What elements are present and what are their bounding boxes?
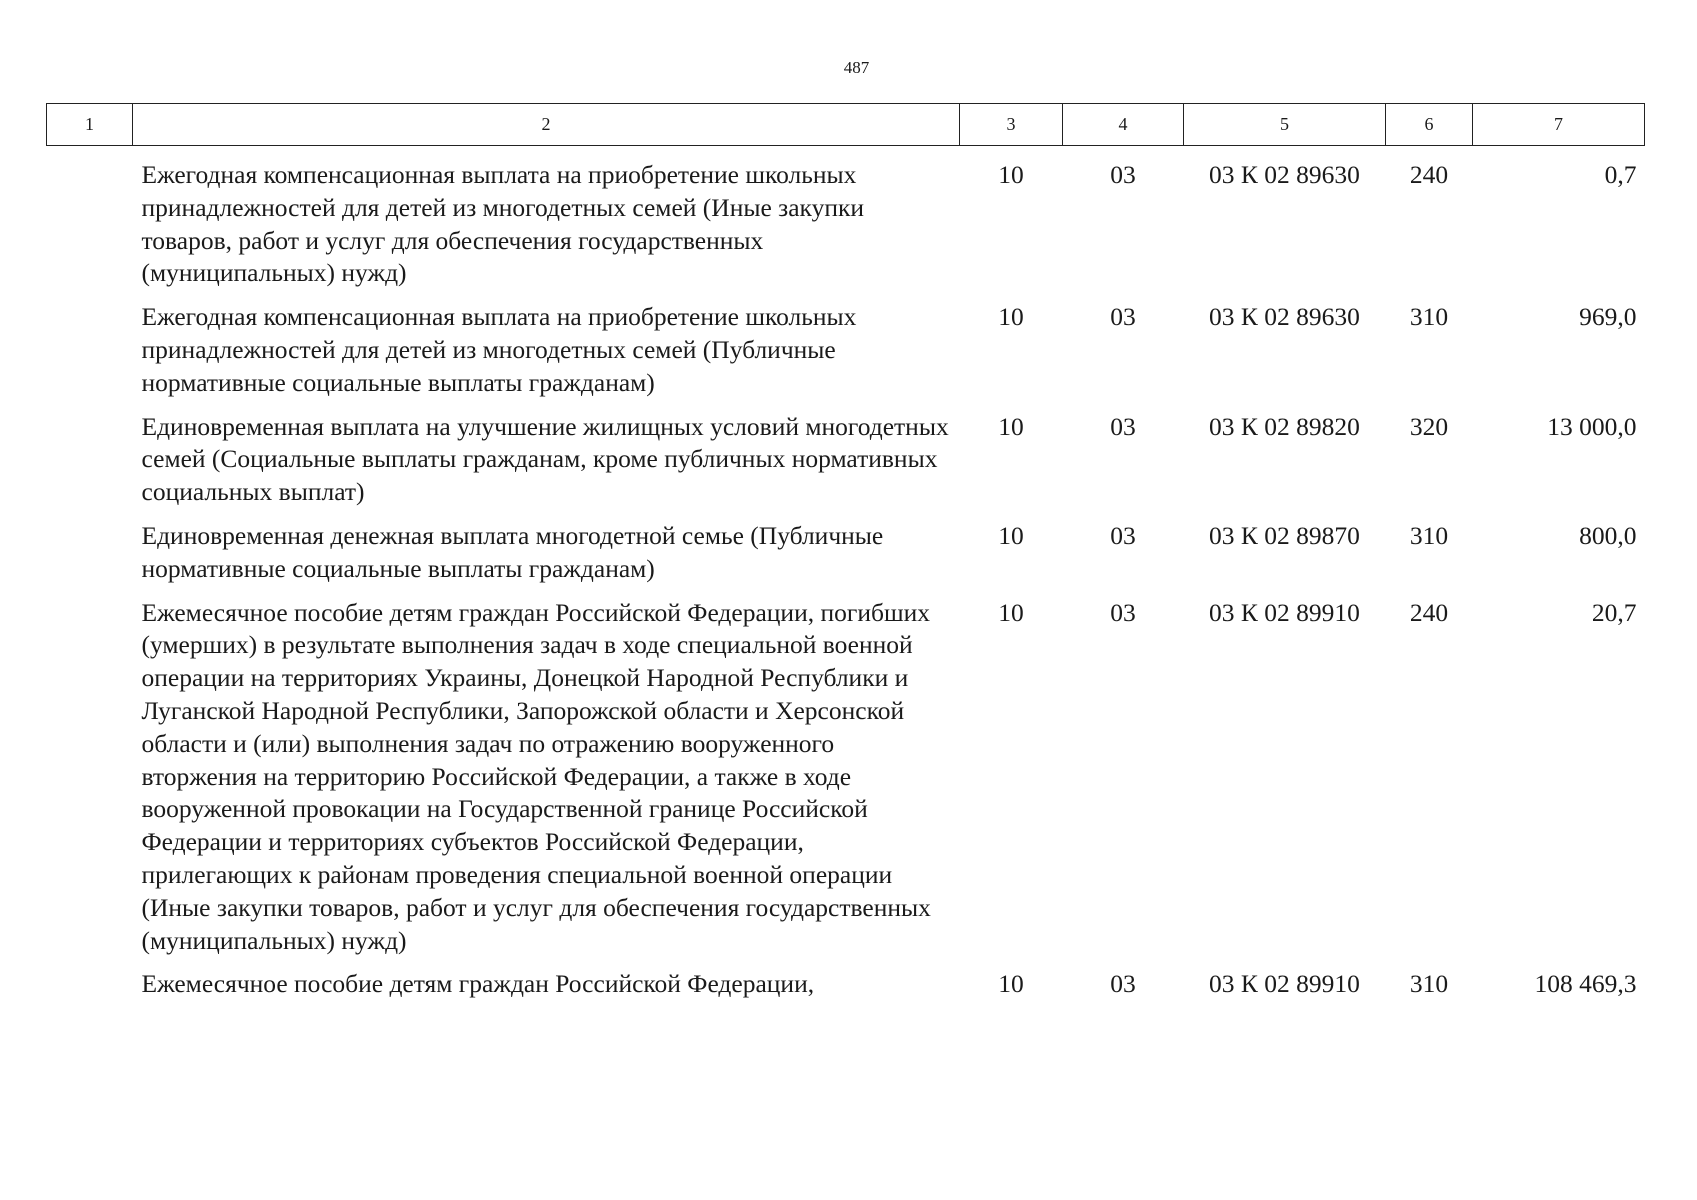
cell-amount: 800,0	[1579, 520, 1637, 550]
cell-description: Ежемесячное пособие детям граждан Российской Федерации,	[141, 969, 815, 999]
table-row	[47, 509, 1645, 586]
cell-target-article: 03 К 02 89820	[1209, 411, 1360, 441]
table-row	[47, 586, 1645, 958]
page-number: 487	[843, 58, 870, 77]
header-col-4: 4	[1063, 104, 1184, 146]
cell-col1	[47, 586, 133, 958]
table-header	[47, 104, 1645, 146]
budget-table	[46, 103, 1645, 1001]
header-row	[47, 104, 1645, 146]
table-row	[47, 290, 1645, 399]
cell-col1	[47, 146, 133, 291]
cell-subsection: 03	[1110, 969, 1136, 999]
cell-subsection: 03	[1110, 411, 1136, 441]
cell-subsection: 03	[1110, 160, 1136, 189]
cell-section: 10	[998, 520, 1024, 550]
cell-expense-type: 240	[1409, 160, 1449, 189]
cell-target-article: 03 К 02 89630	[1209, 302, 1360, 332]
cell-target-article: 03 К 02 89870	[1209, 520, 1360, 550]
cell-col1	[47, 400, 133, 509]
cell-target-article: 03 К 02 89910	[1209, 597, 1360, 627]
cell-description: Единовременная выплата на улучшение жилищных условий многодетных семей (Социальные выплаты гражданам, кроме публичных нормативных социальных выплат)	[141, 411, 949, 507]
cell-target-article: 03 К 02 89630	[1209, 160, 1360, 189]
cell-expense-type: 310	[1409, 520, 1449, 550]
cell-expense-type: 310	[1409, 969, 1449, 999]
header-col-1: 1	[47, 104, 133, 146]
header-col-5: 5	[1184, 104, 1386, 146]
cell-subsection: 03	[1110, 597, 1136, 627]
table-row	[47, 957, 1645, 1001]
cell-amount: 20,7	[1591, 597, 1637, 627]
cell-section: 10	[998, 411, 1024, 441]
cell-col1	[47, 290, 133, 399]
cell-description: Ежегодная компенсационная выплата на приобретение школьных принадлежностей для детей из многодетных семей (Публичные нормативные социальные выплаты гражданам)	[141, 302, 857, 397]
cell-col1	[47, 957, 133, 1001]
cell-expense-type: 320	[1409, 411, 1449, 441]
cell-expense-type: 310	[1409, 302, 1449, 332]
cell-expense-type: 240	[1409, 597, 1449, 627]
cell-amount: 108 469,3	[1534, 969, 1637, 999]
cell-section: 10	[998, 597, 1024, 627]
cell-description: Единовременная денежная выплата многодетной семье (Публичные нормативные социальные выплаты гражданам)	[141, 520, 884, 583]
table-body	[47, 146, 1645, 1002]
cell-description: Ежегодная компенсационная выплата на приобретение школьных принадлежностей для детей из многодетных семей (Иные закупки товаров, работ и услуг для обеспечения государственных (муниципальных) нужд)	[141, 160, 865, 288]
cell-amount: 13 000,0	[1547, 411, 1637, 441]
cell-section: 10	[998, 969, 1024, 999]
table-row	[47, 400, 1645, 509]
cell-amount: 969,0	[1579, 302, 1637, 332]
header-col-6: 6	[1386, 104, 1473, 146]
cell-description: Ежемесячное пособие детям граждан Российской Федерации, погибших (умерших) в результате выполнения задач в ходе специальной военной операции на территориях Украины, Донецкой Народной Республики и Луганской Народной Республики, Запорожской области и Херсонской области и (или) выполнения задач по отражению вооруженного вторжения на территорию Российской Федерации, а также в ходе вооруженной провокации на Государственной границе Российской Федерации и территориях субъектов Российской Федерации, прилегающих к районам проведения специальной военной операции (Иные закупки товаров, работ и услуг для обеспечения государственных (муниципальных) нужд)	[141, 597, 931, 955]
cell-section: 10	[998, 302, 1024, 332]
cell-subsection: 03	[1110, 520, 1136, 550]
header-col-2: 2	[133, 104, 960, 146]
cell-target-article: 03 К 02 89910	[1209, 969, 1360, 999]
header-col-3: 3	[960, 104, 1063, 146]
cell-subsection: 03	[1110, 302, 1136, 332]
header-col-7: 7	[1473, 104, 1645, 146]
cell-col1	[47, 509, 133, 586]
table-row	[47, 146, 1645, 291]
cell-section: 10	[998, 160, 1024, 189]
cell-amount: 0,7	[1604, 160, 1637, 189]
